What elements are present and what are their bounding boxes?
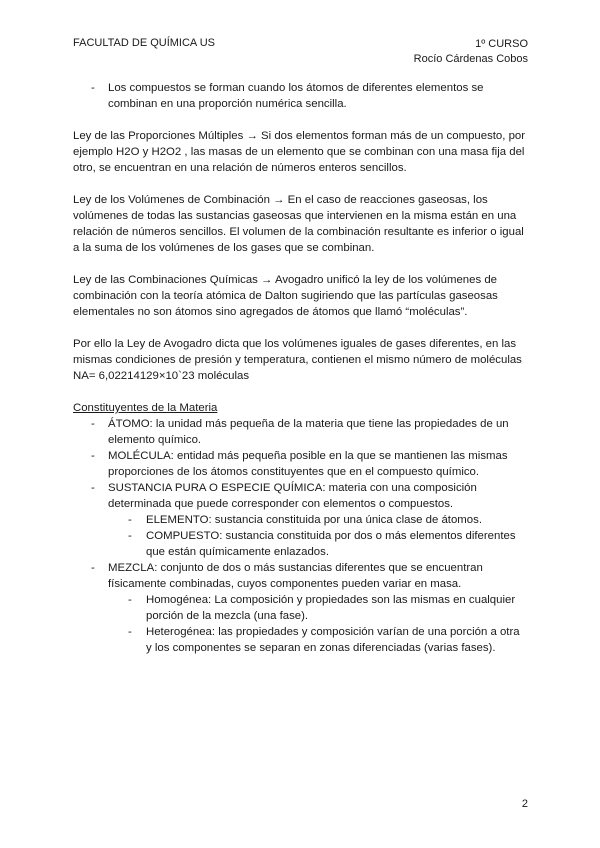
- bullet-dash: -: [128, 594, 132, 606]
- list-subitem: [73, 528, 528, 560]
- list-item: [73, 480, 528, 512]
- list-item-text: ÁTOMO: la unidad más pequeña de la materia que tiene las propiedades de un elemento químico.: [108, 418, 509, 446]
- list-item: [73, 80, 528, 112]
- list-item-text: SUSTANCIA PURA O ESPECIE QUÍMICA: materia con una composición determinada que puede corresponder con elementos o compuestos.: [108, 482, 477, 510]
- paragraph-proporciones-multiples: Ley de las Proporciones Múltiples → Si dos elementos forman más de un compuesto, por ejemplo H2O y H2O2 , las masas de un elemento que se combinan con una masa fija del otro, se encuentran en una relación de números enteros sencillos.: [73, 130, 526, 174]
- section-title: Constituyentes de la Materia: [73, 402, 218, 414]
- header-author: Rocío Cárdenas Cobos: [413, 53, 528, 65]
- paragraph-volumenes-combinacion: Ley de los Volúmenes de Combinación → En el caso de reacciones gaseosas, los volúmenes de todas las sustancias gaseosas que intervienen en la misma están en una relación de números sencillos. El volumen de la combinación resultante es inferior o igual a la suma de los volúmenes de los gases que se combinan.: [73, 194, 524, 254]
- document-body: [73, 80, 528, 656]
- list-item-text: Los compuestos se forman cuando los átomos de diferentes elementos se combinan en una proporción numérica sencilla.: [108, 82, 484, 110]
- bullet-dash: -: [91, 562, 95, 574]
- bullet-dash: -: [91, 482, 95, 494]
- bullet-dash: -: [128, 530, 132, 542]
- list-item-text: COMPUESTO: sustancia constituida por dos o más elementos diferentes que están químicamente enlazados.: [146, 530, 516, 558]
- page-number: 2: [521, 798, 528, 810]
- bullet-dash: -: [91, 418, 95, 430]
- bullet-dash: -: [128, 626, 132, 638]
- list-item-text: ELEMENTO: sustancia constituida por una única clase de átomos.: [146, 514, 482, 526]
- header-course: 1º CURSO: [475, 38, 528, 50]
- header-right: [414, 37, 528, 67]
- bullet-dash: -: [91, 450, 95, 462]
- list-subitem: [73, 592, 528, 624]
- bullet-dash: -: [128, 514, 132, 526]
- list-subitem: [73, 624, 528, 656]
- paragraph-ley-avogadro: Por ello la Ley de Avogadro dicta que los volúmenes iguales de gases diferentes, en las mismas condiciones de presión y temperatura, contienen el mismo número de moléculas NA= 6,02214129×10`23 moléculas: [73, 338, 522, 382]
- list-item: [73, 560, 528, 592]
- paragraph-combinaciones-quimicas: Ley de las Combinaciones Químicas → Avogadro unificó la ley de los volúmenes de combinación con la teoría atómica de Dalton sugiriendo que las partículas gaseosas elementales no son átomos sino agregados de átomos que llamó “moléculas”.: [73, 274, 498, 318]
- bullet-dash: -: [91, 82, 95, 94]
- list-item: [73, 416, 528, 448]
- list-item: [73, 448, 528, 480]
- list-item-text: Heterogénea: las propiedades y composición varían de una porción a otra y los componentes se separan en zonas diferenciadas (varias fases).: [146, 626, 520, 654]
- list-item-text: MEZCLA: conjunto de dos o más sustancias diferentes que se encuentran físicamente combinadas, cuyos componentes pueden variar en masa.: [108, 562, 483, 590]
- list-subitem: [73, 512, 528, 528]
- list-item-text: MOLÉCULA: entidad más pequeña posible en la que se mantienen las mismas proporciones de los átomos constituyentes que en el compuesto químico.: [108, 450, 508, 478]
- list-item-text: Homogénea: La composición y propiedades son las mismas en cualquier porción de la mezcla (una fase).: [146, 594, 516, 622]
- header-faculty: FACULTAD DE QUÍMICA US: [73, 37, 216, 49]
